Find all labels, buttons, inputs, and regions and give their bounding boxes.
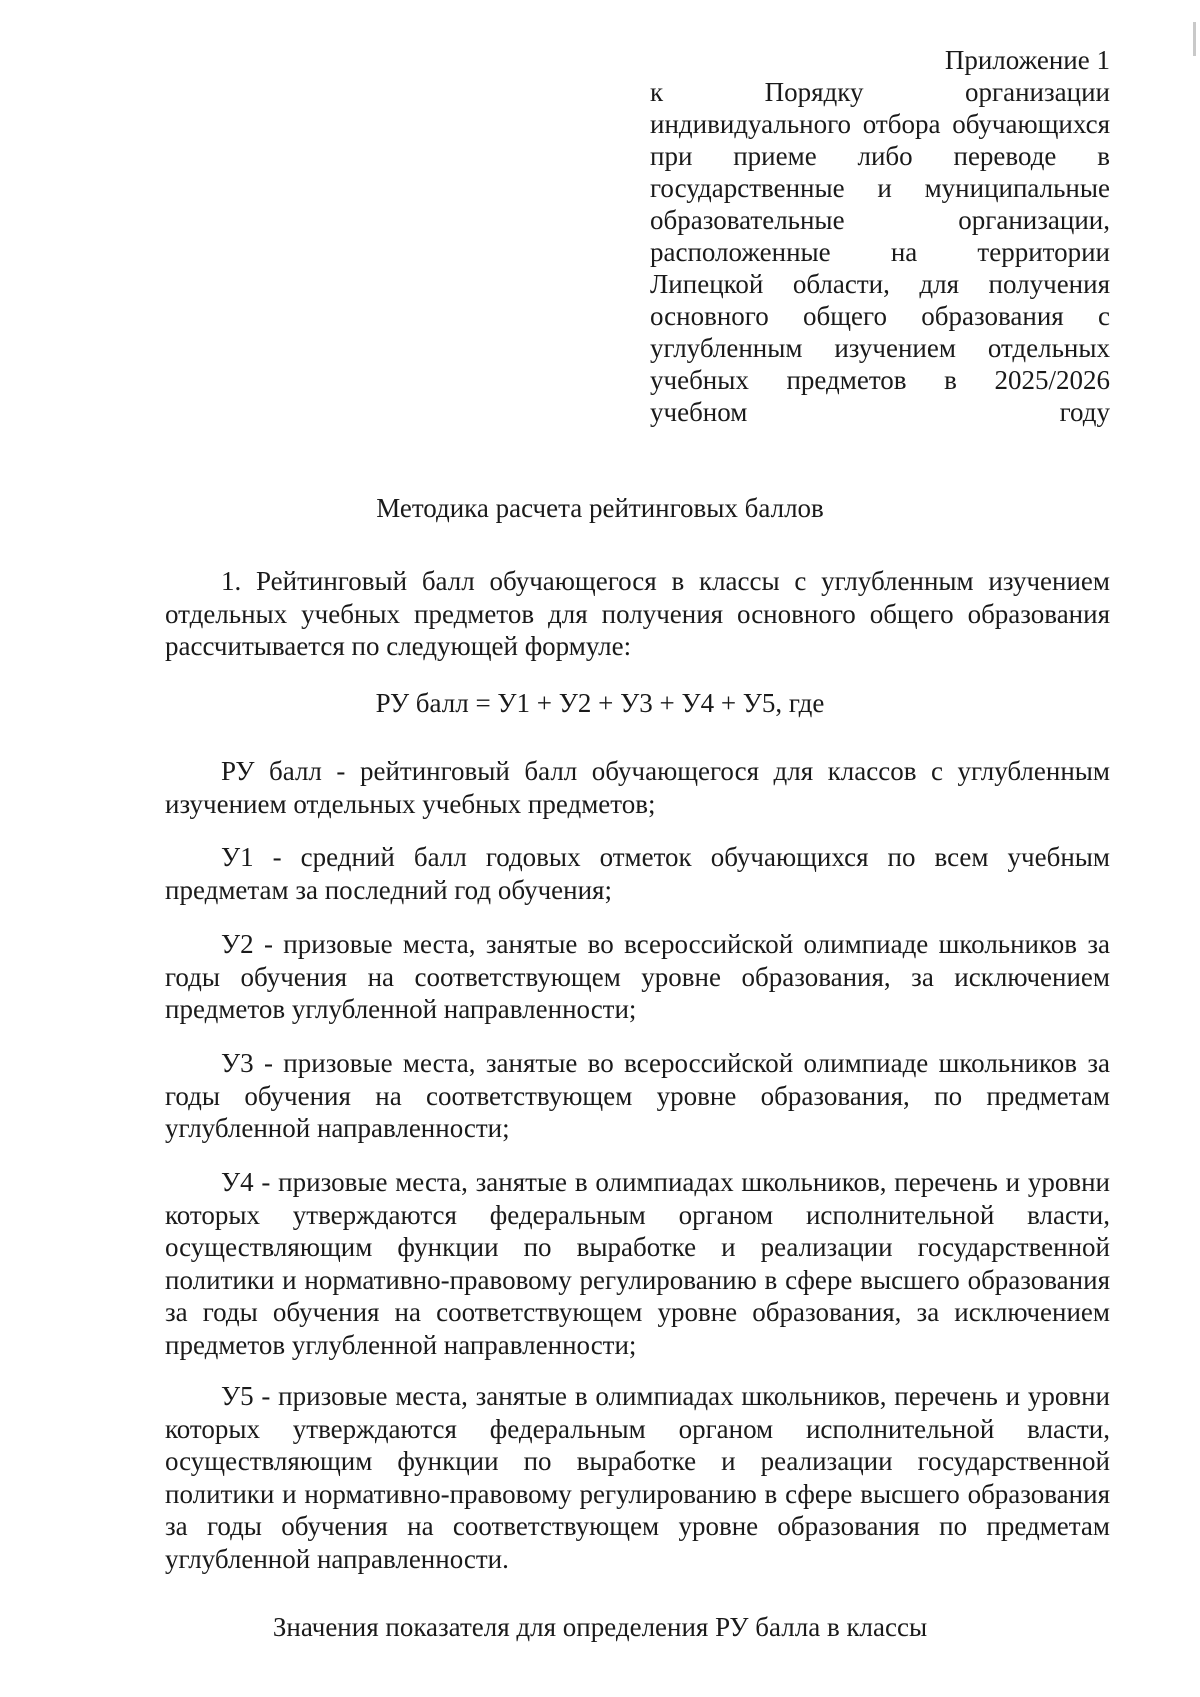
definition-ru-ball: РУ балл - рейтинговый балл обучающегося для классов с углубленным изучением отдельных учебных предметов;: [165, 756, 1110, 819]
definition-u4: У4 - призовые места, занятые в олимпиадах школьников, перечень и уровни которых утверждаются федеральным органом исполнительной власти, осуществляющим функции по выработке и реализации государственной политики и нормативно-правовому регулированию в сфере высшего образования за годы обучения на соответствующем уровне образования, за исключением предметов углубленной направленности;: [165, 1167, 1110, 1360]
document-title: Методика расчета рейтинговых баллов: [376, 493, 824, 523]
paragraph-rating-intro: 1. Рейтинговый балл обучающегося в классы с углубленным изучением отдельных учебных предметов для получения основного общего образования рассчитывается по следующей формуле:: [165, 566, 1110, 661]
appendix-label: Приложение 1: [944, 45, 1110, 75]
definition-u2: У2 - призовые места, занятые во всероссийской олимпиаде школьников за годы обучения на соответствующем уровне образования, за исключением предметов углубленной направленности;: [165, 929, 1110, 1024]
appendix-reference: к Порядку организации индивидуального отбора обучающихся при приеме либо переводе в государственные и муниципальные образовательные организации, расположенные на территории Липецкой области, для получения основного общего образования с углубленным изучением отдельных учебных предметов в 2025/2026 учебном году: [650, 77, 1110, 427]
scan-edge-mark: [1193, 22, 1196, 56]
definition-u3: У3 - призовые места, занятые во всероссийской олимпиаде школьников за годы обучения на соответствующем уровне образования, по предметам углубленной направленности;: [165, 1048, 1110, 1143]
definition-u5: У5 - призовые места, занятые в олимпиадах школьников, перечень и уровни которых утверждаются федеральным органом исполнительной власти, осуществляющим функции по выработке и реализации государственной политики и нормативно-правовому регулированию в сфере высшего образования за годы обучения на соответствующем уровне образования по предметам углубленной направленности.: [165, 1381, 1110, 1574]
rating-formula: РУ балл = У1 + У2 + У3 + У4 + У5, где: [375, 688, 825, 718]
definition-u1: У1 - средний балл годовых отметок обучающихся по всем учебным предметам за последний год обучения;: [165, 842, 1110, 905]
indicator-values-heading: Значения показателя для определения РУ балла в классы: [272, 1612, 928, 1642]
